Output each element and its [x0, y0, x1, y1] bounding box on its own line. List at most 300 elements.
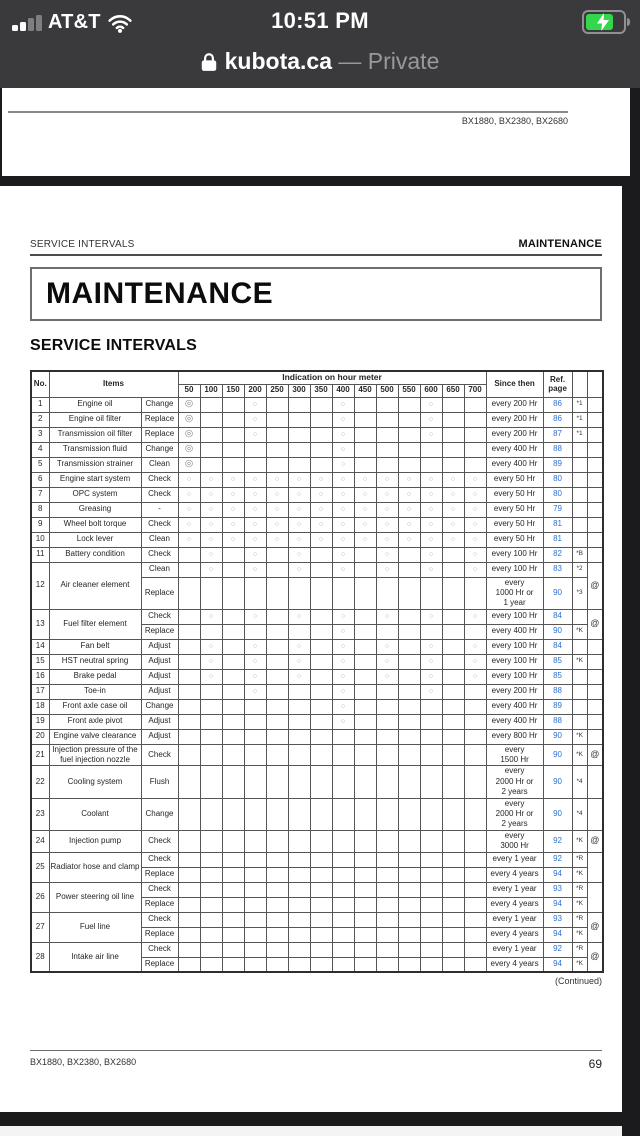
interval-mark: ○ [310, 502, 332, 517]
hour-cell [288, 957, 310, 972]
hour-cell [354, 852, 376, 867]
ref-page-link[interactable]: 81 [543, 532, 572, 547]
hour-cell [200, 927, 222, 942]
row-number: 20 [31, 729, 49, 744]
hour-cell [332, 867, 354, 882]
hour-cell [266, 684, 288, 699]
interval-mark: ○ [178, 502, 200, 517]
item-name: Power steering oil line [49, 882, 141, 912]
action-cell: Adjust [141, 729, 178, 744]
footnote-mark: *R [572, 942, 587, 957]
hour-cell [464, 427, 486, 442]
action-cell: Replace [141, 412, 178, 427]
interval-mark: ○ [288, 609, 310, 624]
hour-cell [354, 397, 376, 412]
action-cell: Replace [141, 867, 178, 882]
row-number: 27 [31, 912, 49, 942]
interval-mark: ○ [244, 427, 266, 442]
hour-cell [266, 729, 288, 744]
hour-cell [266, 744, 288, 766]
ref-page-link[interactable]: 85 [543, 654, 572, 669]
hour-cell [310, 882, 332, 897]
private-mode-label: Private [367, 48, 440, 74]
hour-cell [354, 639, 376, 654]
item-name: Fuel line [49, 912, 141, 942]
hour-cell [288, 927, 310, 942]
row-number: 14 [31, 639, 49, 654]
action-cell: Check [141, 517, 178, 532]
interval-mark: ○ [464, 609, 486, 624]
at-mark-cell [587, 639, 603, 654]
ref-page-link[interactable]: 85 [543, 669, 572, 684]
hour-cell [222, 457, 244, 472]
action-cell: Adjust [141, 639, 178, 654]
hour-cell [178, 897, 200, 912]
ref-page-link[interactable]: 88 [543, 714, 572, 729]
hour-cell [442, 957, 464, 972]
ref-page-link[interactable]: 90 [543, 798, 572, 830]
hour-cell [222, 830, 244, 852]
hour-cell [288, 942, 310, 957]
hour-cell [178, 744, 200, 766]
since-then-cell: every 1 year [486, 852, 543, 867]
since-then-cell: every 50 Hr [486, 517, 543, 532]
interval-mark: ○ [376, 669, 398, 684]
interval-mark: ○ [310, 532, 332, 547]
interval-mark: ○ [266, 502, 288, 517]
at-mark-cell [587, 766, 603, 798]
hour-cell [332, 729, 354, 744]
row-number: 1 [31, 397, 49, 412]
running-header [30, 238, 602, 256]
since-then-cell: every 100 Hr [486, 547, 543, 562]
ref-page-link[interactable]: 94 [543, 867, 572, 882]
hour-cell [464, 412, 486, 427]
hour-cell [222, 882, 244, 897]
table-row [31, 798, 603, 830]
hour-col-350: 350 [310, 384, 332, 397]
hour-cell [376, 412, 398, 427]
hour-cell [464, 882, 486, 897]
since-then-cell: every 4 years [486, 957, 543, 972]
hour-cell [376, 714, 398, 729]
hour-cell [398, 798, 420, 830]
item-name: Greasing [49, 502, 141, 517]
hour-cell [398, 457, 420, 472]
footnote-mark: *K [572, 654, 587, 669]
ref-page-link[interactable]: 90 [543, 744, 572, 766]
hour-cell [420, 897, 442, 912]
interval-mark: ○ [376, 472, 398, 487]
item-name: Fan belt [49, 639, 141, 654]
item-name: Brake pedal [49, 669, 141, 684]
interval-mark: ○ [420, 669, 442, 684]
row-number: 18 [31, 699, 49, 714]
interval-mark: ○ [178, 517, 200, 532]
hour-cell [376, 798, 398, 830]
since-then-cell: every 50 Hr [486, 487, 543, 502]
footnote-mark [572, 487, 587, 502]
hour-cell [266, 852, 288, 867]
hour-cell [354, 927, 376, 942]
hour-cell [442, 897, 464, 912]
hour-cell [288, 397, 310, 412]
action-cell: Change [141, 442, 178, 457]
table-row [31, 729, 603, 744]
hour-cell [442, 729, 464, 744]
row-number: 6 [31, 472, 49, 487]
hour-col-200: 200 [244, 384, 266, 397]
ref-page-link[interactable]: 94 [543, 897, 572, 912]
hour-cell [244, 852, 266, 867]
hour-cell [354, 912, 376, 927]
hour-cell [354, 942, 376, 957]
action-cell: Change [141, 397, 178, 412]
table-row [31, 397, 603, 412]
ref-page-link[interactable]: 90 [543, 729, 572, 744]
hour-cell [178, 699, 200, 714]
footnote-mark [572, 609, 587, 624]
since-then-cell: every 50 Hr [486, 502, 543, 517]
table-row [31, 562, 603, 577]
ref-page-link[interactable]: 92 [543, 942, 572, 957]
hour-col-400: 400 [332, 384, 354, 397]
since-then-cell: every 2000 Hr or 2 years [486, 766, 543, 798]
ref-page-link[interactable]: 89 [543, 699, 572, 714]
hour-cell [288, 852, 310, 867]
interval-mark: ○ [420, 412, 442, 427]
ref-page-link[interactable]: 92 [543, 852, 572, 867]
url-domain: kubota.ca [224, 48, 332, 74]
action-cell: Clean [141, 457, 178, 472]
hour-cell [266, 714, 288, 729]
hour-cell [200, 457, 222, 472]
hour-cell [288, 412, 310, 427]
interval-mark: ○ [332, 609, 354, 624]
hour-cell [420, 830, 442, 852]
interval-mark: ○ [332, 699, 354, 714]
hour-cell [464, 684, 486, 699]
table-row [31, 487, 603, 502]
hour-cell [398, 562, 420, 577]
footnote-mark: *2 [572, 562, 587, 577]
chapter-title-box [30, 267, 602, 321]
interval-mark: ○ [288, 669, 310, 684]
hour-cell [178, 830, 200, 852]
ref-page-link[interactable]: 84 [543, 609, 572, 624]
at-mark-cell [587, 729, 603, 744]
hour-cell [222, 867, 244, 882]
since-then-cell: every 50 Hr [486, 472, 543, 487]
table-row [31, 744, 603, 766]
hour-cell [222, 798, 244, 830]
hour-cell [464, 457, 486, 472]
at-mark-cell [587, 532, 603, 547]
since-then-cell: every 200 Hr [486, 684, 543, 699]
action-cell: Clean [141, 562, 178, 577]
hour-cell [398, 547, 420, 562]
address-bar[interactable] [0, 45, 640, 77]
since-then-cell: every 4 years [486, 867, 543, 882]
action-cell: Replace [141, 577, 178, 609]
hour-cell [442, 577, 464, 609]
hour-cell [266, 639, 288, 654]
ref-page-link[interactable]: 86 [543, 412, 572, 427]
hour-cell [244, 766, 266, 798]
ref-page-link[interactable]: 90 [543, 766, 572, 798]
footnote-mark: *4 [572, 766, 587, 798]
item-name: Cooling system [49, 766, 141, 798]
row-number: 25 [31, 852, 49, 882]
hour-cell [310, 957, 332, 972]
ref-page-link[interactable]: 94 [543, 957, 572, 972]
hour-cell [178, 609, 200, 624]
ref-page-link[interactable]: 92 [543, 830, 572, 852]
hour-cell [464, 867, 486, 882]
hour-cell [442, 852, 464, 867]
hour-cell [244, 798, 266, 830]
ref-page-link[interactable]: 80 [543, 472, 572, 487]
hour-cell [442, 744, 464, 766]
hour-cell [398, 624, 420, 639]
manual-page-69 [0, 186, 622, 1112]
hour-cell [178, 798, 200, 830]
interval-mark: ○ [288, 639, 310, 654]
hour-cell [420, 457, 442, 472]
hour-cell [464, 744, 486, 766]
ref-page-link[interactable]: 84 [543, 639, 572, 654]
footnote-mark: *B [572, 547, 587, 562]
interval-mark: ○ [376, 639, 398, 654]
ref-page-link[interactable]: 93 [543, 912, 572, 927]
action-cell: Replace [141, 624, 178, 639]
hour-cell [376, 577, 398, 609]
action-cell: Check [141, 830, 178, 852]
at-mark-cell [587, 412, 603, 427]
hour-cell [266, 624, 288, 639]
hour-cell [222, 957, 244, 972]
action-cell: - [141, 502, 178, 517]
ref-page-link[interactable]: 87 [543, 427, 572, 442]
hour-cell [310, 397, 332, 412]
hour-cell [420, 577, 442, 609]
hour-cell [266, 927, 288, 942]
action-cell: Change [141, 699, 178, 714]
action-cell: Replace [141, 897, 178, 912]
since-then-cell: every 100 Hr [486, 654, 543, 669]
footnote-mark: *R [572, 852, 587, 867]
interval-mark: ○ [354, 532, 376, 547]
col-header-items: Items [49, 371, 178, 397]
hour-cell [178, 684, 200, 699]
item-name: Lock lever [49, 532, 141, 547]
ref-page-link[interactable]: 90 [543, 624, 572, 639]
ref-page-link[interactable]: 83 [543, 562, 572, 577]
hour-cell [222, 912, 244, 927]
hour-cell [266, 457, 288, 472]
row-number: 15 [31, 654, 49, 669]
hour-cell [222, 942, 244, 957]
first-service-mark: ◎ [178, 427, 200, 442]
hour-cell [288, 830, 310, 852]
item-name: Engine oil [49, 397, 141, 412]
hour-cell [442, 830, 464, 852]
since-then-cell: every 800 Hr [486, 729, 543, 744]
hour-cell [310, 577, 332, 609]
ref-page-link[interactable]: 86 [543, 397, 572, 412]
hour-cell [464, 927, 486, 942]
row-number: 10 [31, 532, 49, 547]
ref-page-link[interactable]: 88 [543, 684, 572, 699]
interval-mark: ○ [332, 562, 354, 577]
hour-cell [420, 927, 442, 942]
interval-mark: ○ [420, 684, 442, 699]
interval-mark: ○ [200, 669, 222, 684]
ref-page-link[interactable]: 79 [543, 502, 572, 517]
interval-mark: ○ [332, 502, 354, 517]
hour-cell [464, 442, 486, 457]
hour-col-550: 550 [398, 384, 420, 397]
hour-cell [310, 852, 332, 867]
interval-mark: ○ [266, 532, 288, 547]
hour-cell [398, 897, 420, 912]
at-mark-cell [587, 442, 603, 457]
footnote-mark: *K [572, 957, 587, 972]
hour-cell [398, 669, 420, 684]
ref-page-link[interactable]: 88 [543, 442, 572, 457]
hour-cell [376, 867, 398, 882]
item-name: Wheel bolt torque [49, 517, 141, 532]
at-mark-cell [587, 714, 603, 729]
hour-cell [398, 577, 420, 609]
hour-cell [288, 699, 310, 714]
footnote-mark [572, 502, 587, 517]
hour-cell [200, 427, 222, 442]
hour-cell [442, 927, 464, 942]
hour-cell [222, 412, 244, 427]
interval-mark: ○ [464, 654, 486, 669]
hour-cell [310, 547, 332, 562]
footnote-mark [572, 457, 587, 472]
table-row [31, 942, 603, 957]
hour-cell [354, 744, 376, 766]
hour-cell [398, 442, 420, 457]
item-name: OPC system [49, 487, 141, 502]
hour-cell [442, 912, 464, 927]
hour-cell [354, 427, 376, 442]
interval-mark: ○ [222, 487, 244, 502]
hour-cell [442, 427, 464, 442]
row-number: 26 [31, 882, 49, 912]
hour-cell [376, 897, 398, 912]
row-number: 23 [31, 798, 49, 830]
action-cell: Check [141, 472, 178, 487]
footnote-mark: *R [572, 912, 587, 927]
interval-mark: ○ [288, 472, 310, 487]
hour-cell [420, 852, 442, 867]
interval-mark: ○ [376, 487, 398, 502]
hour-cell [420, 957, 442, 972]
interval-mark: ○ [354, 487, 376, 502]
footnote-mark: *K [572, 867, 587, 882]
hour-cell [376, 830, 398, 852]
hour-cell [354, 457, 376, 472]
interval-mark: ○ [354, 517, 376, 532]
hour-cell [310, 867, 332, 882]
hour-cell [420, 729, 442, 744]
ref-page-link[interactable]: 94 [543, 927, 572, 942]
hour-cell [310, 654, 332, 669]
hour-cell [354, 714, 376, 729]
footnote-mark: *R [572, 882, 587, 897]
hour-cell [244, 744, 266, 766]
ref-page-link[interactable]: 81 [543, 517, 572, 532]
hour-cell [332, 882, 354, 897]
hour-cell [200, 729, 222, 744]
at-mark-cell [587, 547, 603, 562]
ref-page-link[interactable]: 89 [543, 457, 572, 472]
hour-cell [244, 699, 266, 714]
col-header-indication: Indication on hour meter [178, 371, 486, 384]
hour-cell [244, 942, 266, 957]
since-then-cell: every 100 Hr [486, 562, 543, 577]
action-cell: Check [141, 942, 178, 957]
hour-cell [398, 942, 420, 957]
at-mark-cell [587, 502, 603, 517]
interval-mark: ○ [442, 472, 464, 487]
ref-page-link[interactable]: 90 [543, 577, 572, 609]
table-row [31, 412, 603, 427]
hour-cell [310, 609, 332, 624]
hour-cell [266, 562, 288, 577]
hour-cell [398, 912, 420, 927]
ref-page-link[interactable]: 80 [543, 487, 572, 502]
since-then-cell: every 400 Hr [486, 457, 543, 472]
hour-cell [244, 624, 266, 639]
action-cell: Adjust [141, 669, 178, 684]
interval-mark: ○ [376, 654, 398, 669]
col-header-ref-page: Ref. page [543, 371, 572, 397]
item-name: Air cleaner element [49, 562, 141, 609]
row-number: 19 [31, 714, 49, 729]
action-cell: Check [141, 744, 178, 766]
ref-page-link[interactable]: 93 [543, 882, 572, 897]
interval-mark: ○ [178, 472, 200, 487]
hour-cell [178, 577, 200, 609]
hour-cell [420, 699, 442, 714]
hour-cell [288, 882, 310, 897]
hour-cell [178, 714, 200, 729]
pdf-viewport[interactable] [0, 88, 640, 1136]
table-row [31, 442, 603, 457]
interval-mark: ○ [244, 562, 266, 577]
interval-mark: ○ [376, 532, 398, 547]
action-cell: Flush [141, 766, 178, 798]
interval-mark: ○ [442, 517, 464, 532]
interval-mark: ○ [332, 639, 354, 654]
running-header-right: MAINTENANCE [518, 238, 602, 250]
interval-mark: ○ [332, 442, 354, 457]
hour-cell [288, 577, 310, 609]
item-name: Engine oil filter [49, 412, 141, 427]
interval-mark: ○ [200, 502, 222, 517]
hour-cell [420, 624, 442, 639]
hour-cell [442, 639, 464, 654]
hour-cell [244, 882, 266, 897]
ref-page-link[interactable]: 82 [543, 547, 572, 562]
hour-cell [442, 412, 464, 427]
row-number: 16 [31, 669, 49, 684]
